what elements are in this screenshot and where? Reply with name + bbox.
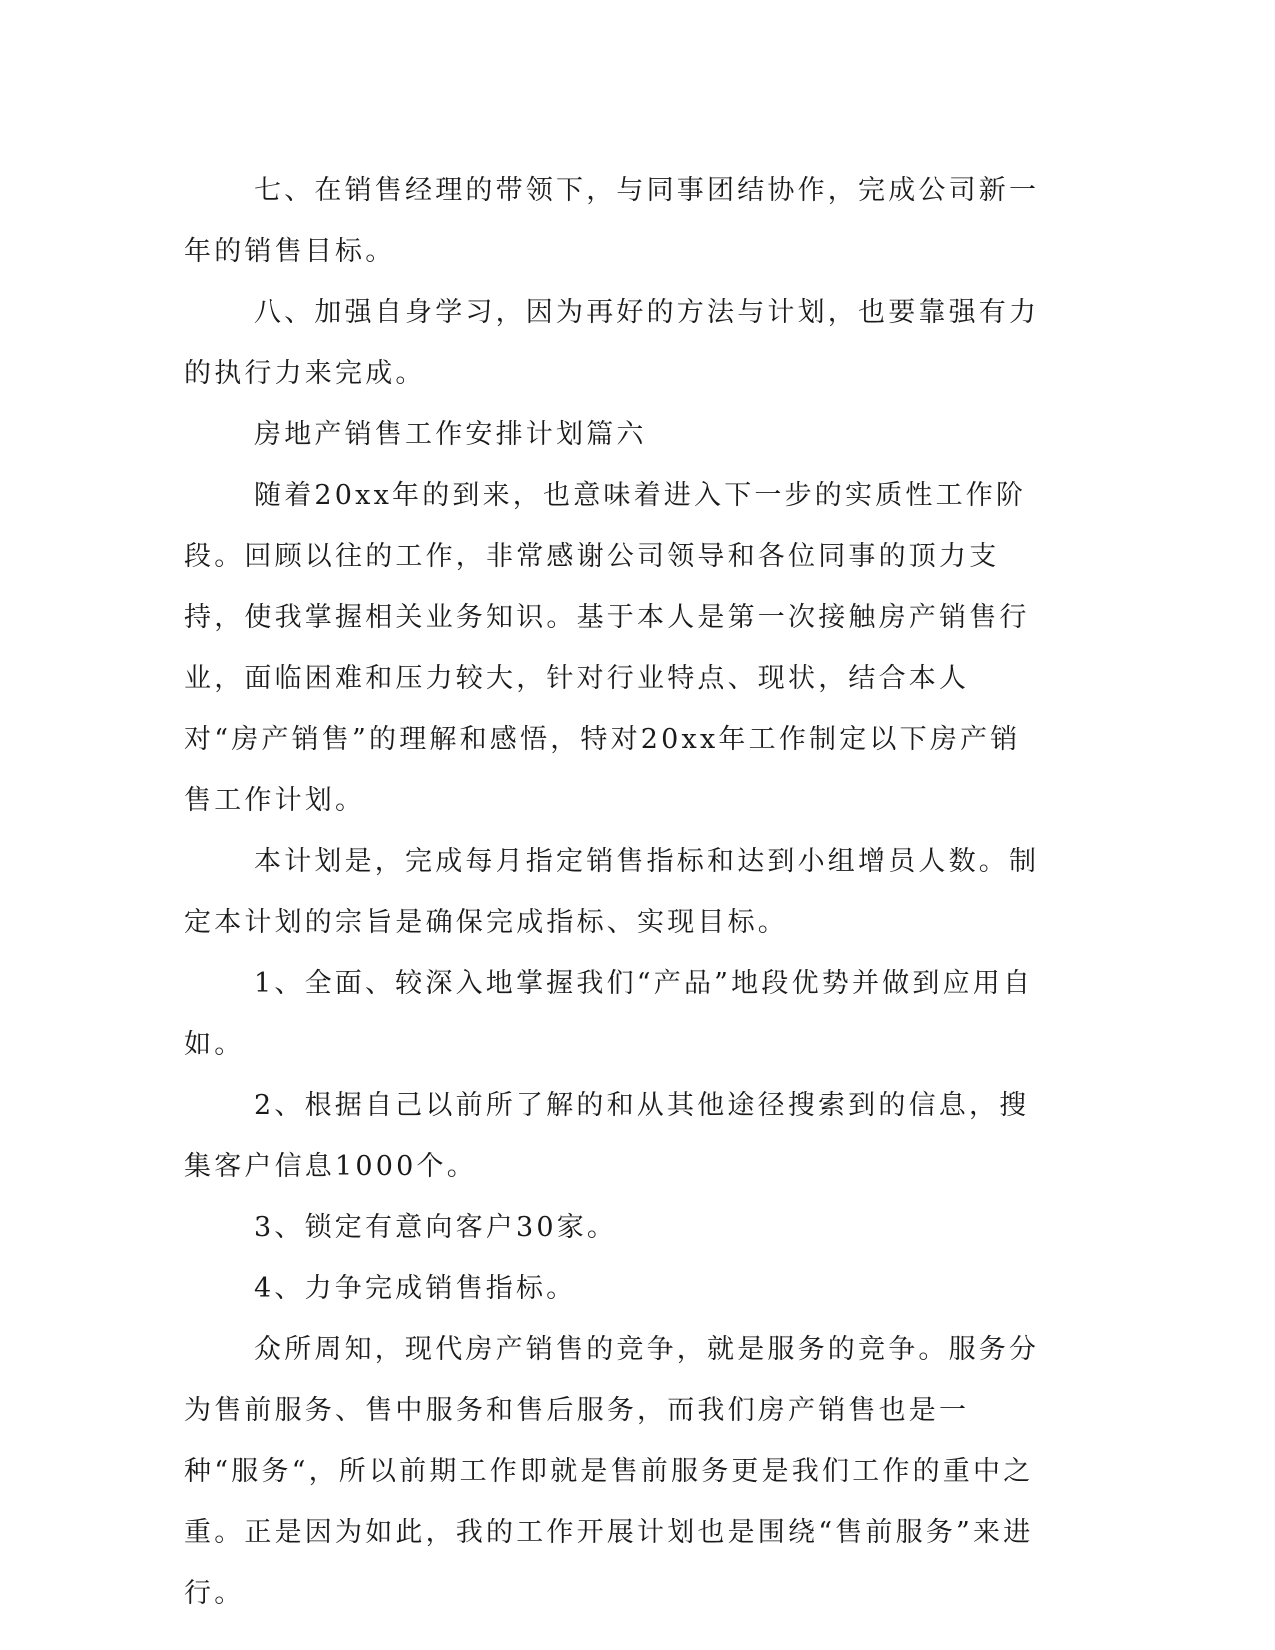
paragraph-intro: 随着20xx年的到来，也意味着进入下一步的实质性工作阶段。回顾以往的工作，非常感谢公司领导和各位同事的顶力支持，使我掌握相关业务知识。基于本人是第一次接触房产销售行业，面临困难和压力较大，针对行业特点、现状，结合本人对“房产销售”的理解和感悟，特对20xx年工作制定以下房产销售工作计划。 xyxy=(184,480,1030,816)
paragraph-item-eight: 八、加强自身学习，因为再好的方法与计划，也要靠强有力的执行力来完成。 xyxy=(184,297,1040,389)
list-item-1: 1、全面、较深入地掌握我们“产品”地段优势并做到应用自如。 xyxy=(184,968,1034,1060)
paragraph-plan-purpose: 本计划是，完成每月指定销售指标和达到小组增员人数。制定本计划的宗旨是确保完成指标、实现目标。 xyxy=(184,846,1040,938)
list-item-2: 2、根据自己以前所了解的和从其他途径搜索到的信息，搜集客户信息1000个。 xyxy=(184,1090,1030,1182)
document-body xyxy=(184,160,1044,1624)
paragraph-service: 众所周知，现代房产销售的竞争，就是服务的竞争。服务分为售前服务、售中服务和售后服务，而我们房产销售也是一种“服务“，所以前期工作即就是售前服务更是我们工作的重中之重。正是因为如此，我的工作开展计划也是围绕“售前服务”来进行。 xyxy=(184,1334,1040,1609)
list-item-3: 3、锁定有意向客户30家。 xyxy=(254,1212,618,1243)
section-heading: 房地产销售工作安排计划篇六 xyxy=(254,419,647,450)
list-item-4: 4、力争完成销售指标。 xyxy=(254,1273,577,1304)
paragraph-item-seven: 七、在销售经理的带领下，与同事团结协作，完成公司新一年的销售目标。 xyxy=(184,175,1040,267)
